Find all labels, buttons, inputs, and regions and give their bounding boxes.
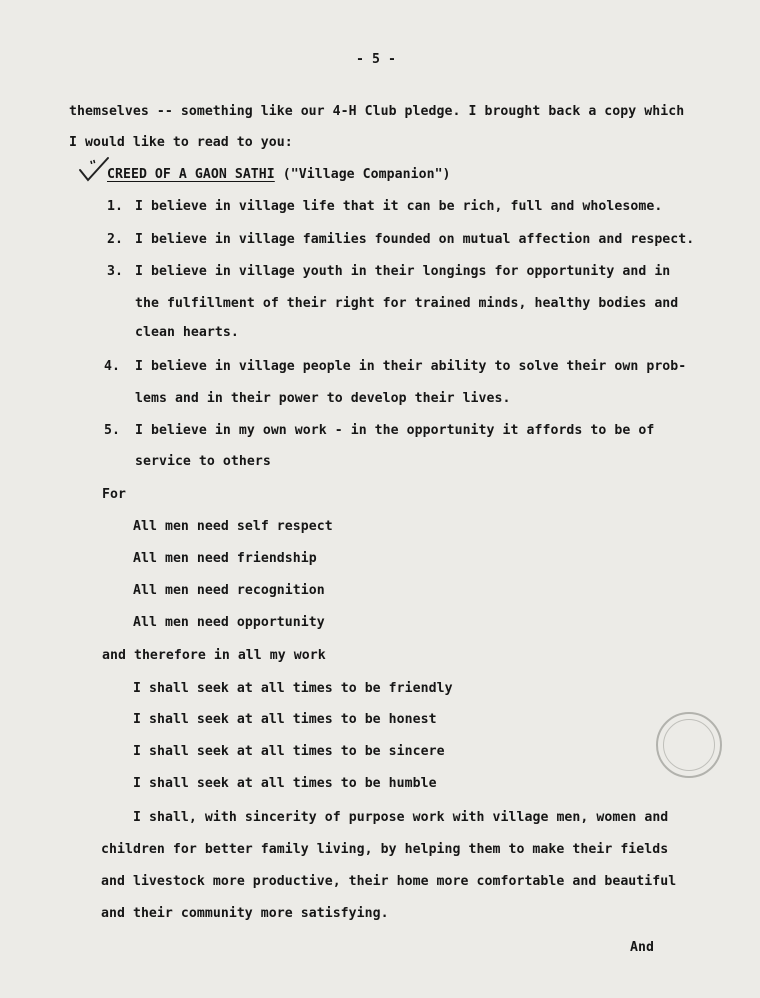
intro-line-2: I would like to read to you:	[69, 135, 293, 150]
margin-mark: "	[88, 157, 99, 173]
need-line-1: All men need self respect	[133, 519, 333, 534]
seek-line-4: I shall seek at all times to be humble	[133, 776, 437, 791]
seek-line-3: I shall seek at all times to be sincere	[133, 744, 445, 759]
item-number-4: 4.	[104, 359, 120, 374]
item-number-2: 2.	[107, 232, 123, 247]
page-number: - 5 -	[356, 52, 396, 67]
creed-heading	[107, 167, 451, 182]
creed-title: CREED OF A GAON SATHI	[107, 167, 275, 182]
archive-stamp-seal	[656, 712, 722, 778]
closing-line-1: I shall, with sincerity of purpose work with village men, women and	[133, 810, 669, 825]
item-3-line-2: the fulfillment of their right for trained minds, healthy bodies and	[135, 296, 679, 311]
item-5-line-1: I believe in my own work - in the opportunity it affords to be of	[135, 423, 655, 438]
item-number-5: 5.	[104, 423, 120, 438]
item-3-line-3: clean hearts.	[135, 325, 239, 340]
item-5-line-2: service to others	[135, 454, 271, 469]
item-number-3: 3.	[107, 264, 123, 279]
continuation-word: And	[630, 940, 654, 955]
need-line-2: All men need friendship	[133, 551, 317, 566]
therefore-line: and therefore in all my work	[102, 648, 326, 663]
item-1-line-1: I believe in village life that it can be rich, full and wholesome.	[135, 199, 663, 214]
need-line-4: All men need opportunity	[133, 615, 325, 630]
item-2-line-1: I believe in village families founded on mutual affection and respect.	[135, 232, 695, 247]
need-line-3: All men need recognition	[133, 583, 325, 598]
seek-line-1: I shall seek at all times to be friendly	[133, 681, 453, 696]
closing-line-4: and their community more satisfying.	[101, 906, 389, 921]
closing-line-2: children for better family living, by helping them to make their fields	[101, 842, 669, 857]
seek-line-2: I shall seek at all times to be honest	[133, 712, 437, 727]
item-number-1: 1.	[107, 199, 123, 214]
item-4-line-2: lems and in their power to develop their lives.	[135, 391, 511, 406]
intro-line-1: themselves -- something like our 4-H Club pledge. I brought back a copy which	[69, 104, 685, 119]
closing-line-3: and livestock more productive, their home more comfortable and beautiful	[101, 874, 677, 889]
item-4-line-1: I believe in village people in their ability to solve their own prob-	[135, 359, 687, 374]
for-label: For	[102, 487, 126, 502]
item-3-line-1: I believe in village youth in their longings for opportunity and in	[135, 264, 671, 279]
creed-subtitle: ("Village Companion")	[274, 167, 451, 182]
